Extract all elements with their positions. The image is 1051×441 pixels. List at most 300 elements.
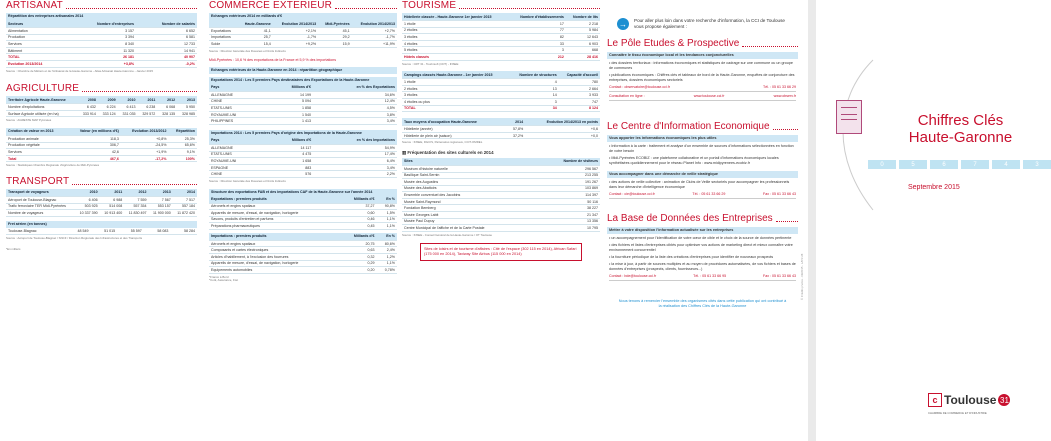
table-cell: 333 124 xyxy=(98,110,118,117)
cie-title: Le Centre d'Information Economique xyxy=(607,121,798,132)
table-row xyxy=(6,54,197,61)
table-cell: 6 068 xyxy=(157,104,177,111)
table-cell: 306,7 xyxy=(68,142,121,149)
table-cell: Hôtellerie (année) xyxy=(402,126,506,133)
table-cell: Production végétale xyxy=(6,142,68,149)
table-row xyxy=(6,210,197,217)
table-row xyxy=(209,210,397,217)
column-header: 2009 xyxy=(98,96,118,104)
column-header: Nombre de visiteurs xyxy=(538,158,600,166)
table-row xyxy=(402,212,600,219)
digit-tickets xyxy=(868,160,1051,169)
table-header xyxy=(402,158,600,166)
tourisme-source: Source : CRT 31 - Tourinsoft (CDT) - INSEE xyxy=(402,61,459,66)
column-header: 2014 xyxy=(506,118,525,126)
agriculture-source: Source : AGRESTE MAP Pyrénées xyxy=(6,118,52,123)
cover-date: Septembre 2015 xyxy=(908,184,960,191)
document-icon xyxy=(836,100,862,134)
pole-contact xyxy=(609,85,796,92)
table-cell: Aéroport de Toulouse-Blagnac xyxy=(6,196,75,203)
table-cell: 0,20 xyxy=(341,267,377,274)
table-cell: 8 124 xyxy=(559,105,600,112)
table-cell: 3 157 xyxy=(69,28,136,35)
pole-link-1[interactable]: www.toulouse.cci.fr xyxy=(693,94,725,98)
column-header: Hôtellerie classée - Haute-Garonne 1er janvier 2015 xyxy=(402,13,510,21)
table-row xyxy=(402,218,600,225)
table-header xyxy=(209,233,397,241)
agriculture-title: AGRICULTURE xyxy=(6,83,197,94)
column-header: Nombre de structures xyxy=(510,71,558,79)
table-cell: ROYAUME-UNI xyxy=(209,111,267,118)
pole-email-link[interactable]: Contact : observatoire@toulouse.cci.fr xyxy=(609,85,670,89)
table-cell: 4 étoiles xyxy=(402,40,510,47)
table-cell: ROYAUME-UNI xyxy=(209,158,267,165)
table-cell: 7 559 xyxy=(124,196,148,203)
bde-contact xyxy=(609,274,796,281)
table-cell: 3 étoiles xyxy=(402,34,510,41)
table-cell: Production xyxy=(6,34,69,41)
table-cell: 2 étoiles xyxy=(402,27,510,34)
column-header: Haute-Garonne xyxy=(237,20,272,28)
bde-bar: Mettre à votre disposition l'information actualisée sur les entreprises xyxy=(607,227,798,234)
table-cell: TOTAL xyxy=(6,54,69,61)
table-cell: Composants et cartes électroniques xyxy=(209,247,341,254)
logo-sub: CHAMBRE DE COMMERCE ET D'INDUSTRIE xyxy=(928,411,987,415)
column-header: Importations : premiers produits xyxy=(209,233,341,241)
table-cell: Savons, produits d'entretien et parfums xyxy=(209,216,341,223)
table-cell: CHINE xyxy=(209,171,267,178)
table-cell: 328 135 xyxy=(157,110,177,117)
transport-foot: *En milliers xyxy=(6,247,21,252)
table-cell: 6 581 xyxy=(136,34,197,41)
column-header: Sites xyxy=(402,158,538,166)
commerce-note: Midi-Pyrénées : 10,6 % des exportations de la France et 5,9 % des importations xyxy=(209,58,337,63)
table-cell: 3 xyxy=(510,98,558,105)
table-cell: 1,1% xyxy=(376,223,397,230)
table-cell: 4,5% xyxy=(313,105,397,112)
column-header: en % des Importations xyxy=(313,137,397,145)
table-cell: 51 015 xyxy=(90,228,117,235)
table-row xyxy=(209,28,397,35)
table-cell: 4 étoiles ou plus xyxy=(402,98,510,105)
table-cell: 212 xyxy=(510,53,566,60)
digit-ticket: 4 xyxy=(992,160,1020,169)
table-cell: -1,7% xyxy=(273,34,318,41)
table-cell: Basilique Saint-Sernin xyxy=(402,172,538,179)
bde-fax: Fax : 05 61 33 66 43 xyxy=(763,274,796,278)
table-cell: 191 267 xyxy=(538,179,600,186)
table-cell: 25,3% xyxy=(168,135,197,142)
table-cell: -1,7% xyxy=(352,34,397,41)
column-header: Capacité d'accueil xyxy=(559,71,600,79)
table-cell: 25,7 xyxy=(237,34,272,41)
table-cell: 29,2 xyxy=(318,34,352,41)
table-cell: 14 117 xyxy=(267,144,313,151)
fret-bar: Fret aérien (en tonnes) xyxy=(6,221,197,228)
table-row xyxy=(402,40,600,47)
table-cell: Articles d'habillement, à l'exclusion des fourrures xyxy=(209,254,341,261)
table-cell: 37,27 xyxy=(341,203,377,210)
table-row xyxy=(209,111,397,118)
table-cell: ALLEMAGNE xyxy=(209,91,267,98)
table-cell: 57,8% xyxy=(506,126,525,133)
column-header: Nombre d'entreprises xyxy=(69,20,136,28)
table-row xyxy=(402,34,600,41)
table-cell: -0,2% xyxy=(136,60,197,67)
table-cell: 11 872 420 xyxy=(173,210,197,217)
table-cell: 17,4% xyxy=(313,151,397,158)
table-row xyxy=(209,171,397,178)
table-row xyxy=(209,247,397,254)
table-row xyxy=(6,34,197,41)
table-cell: +1,9% xyxy=(121,149,169,156)
table-header xyxy=(6,128,197,136)
table-row xyxy=(402,126,600,133)
table-cell: 3,4% xyxy=(313,164,397,171)
table-cell: 17 xyxy=(510,21,566,28)
table-cell: 467,6 xyxy=(68,155,121,162)
pole-text-2: • publications économiques : Chiffres clés et tableaux de bord de la Haute-Garonne, enquêtes de conjoncture des entreprises, dossiers économiques sectoriels xyxy=(609,73,795,82)
table-cell: 7 517 xyxy=(173,196,197,203)
table-row xyxy=(402,27,600,34)
table-row xyxy=(209,240,397,247)
table-row xyxy=(402,132,600,139)
table-row xyxy=(209,164,397,171)
freq-title: ▥ Fréquentation des sites culturels en 2014 xyxy=(402,149,494,155)
column-header: Nombre d'établissements xyxy=(510,13,566,21)
artisanat-bar: Répartition des entreprises artisanales 2014 xyxy=(6,13,197,20)
column-header: Nombre de salariés xyxy=(136,20,197,28)
table-cell: 5 984 xyxy=(566,27,600,34)
table-row xyxy=(209,158,397,165)
table-row xyxy=(6,155,197,162)
table-cell: 0,60 xyxy=(341,210,377,217)
table-row xyxy=(402,165,600,172)
side-credits: © Crédits photos - 09/2015 - LAT3 28 xyxy=(800,253,804,300)
artisanat-source: Source : Chambre de Métiers et de l'Artisanat de la Haute-Garonne - Atlas Artisanat Haute-Garonne - Janvier 2015 xyxy=(6,68,153,73)
table-cell: 13 xyxy=(510,85,558,92)
commerce-table xyxy=(209,20,397,48)
cie-bar: Vous apporter les informations économiques les plus utiles xyxy=(607,135,798,142)
table-cell: 4 475 xyxy=(267,151,313,158)
table-cell: 668 xyxy=(566,47,600,54)
table-cell: 883 xyxy=(267,164,313,171)
import-bar: Importations 2014 : Les 5 premiers Pays d'origine des Importations de la Haute-Garonne xyxy=(209,130,397,137)
column-header: En % xyxy=(376,233,397,241)
structure-import-table xyxy=(209,233,397,274)
occupation-table xyxy=(402,118,600,139)
cie-phone: Tél. : 05 61 33 66 29 xyxy=(692,192,726,196)
table-cell: 6 406 xyxy=(75,196,100,203)
column-header: Pays xyxy=(209,84,267,92)
import-table xyxy=(209,137,397,178)
column-header: en % des Exportations xyxy=(313,84,397,92)
pole-title: Le Pôle Etudes & Prospective xyxy=(607,38,798,49)
table-cell: Equipements automobiles xyxy=(209,267,341,274)
table-cell: Evolution 2013/2014 xyxy=(6,60,69,67)
table-cell: +0,6 xyxy=(525,126,600,133)
table-cell: 10 913 400 xyxy=(100,210,125,217)
table-cell: 41,1 xyxy=(237,28,272,35)
table-cell: 4 xyxy=(510,79,558,86)
table-cell: 5 094 xyxy=(267,98,313,105)
table-cell: 40 907 xyxy=(136,54,197,61)
table-cell: 6,4% xyxy=(313,158,397,165)
table-row xyxy=(402,205,600,212)
table-row xyxy=(6,203,197,210)
table-row xyxy=(209,41,397,48)
table-cell: 6 652 xyxy=(136,28,197,35)
table-row xyxy=(209,254,397,261)
table-cell: 90,8% xyxy=(376,203,397,210)
tourisme-source-3: Source : INSEE - Conseil Général de la Haute-Garonne / OT Toulouse xyxy=(402,232,493,237)
cie-contact xyxy=(609,192,796,199)
table-header xyxy=(6,96,197,104)
table-row xyxy=(6,149,197,156)
table-cell: Musée des Augustins xyxy=(402,179,538,186)
table-cell: 1 858 xyxy=(267,105,313,112)
table-cell: Aéronefs et engins spatiaux xyxy=(209,203,341,210)
column-header: Exportations : premiers produits xyxy=(209,196,341,204)
agriculture-source-2: Source : Statistiques Chambre Régionale d'Agriculture de Midi-Pyrénées xyxy=(6,163,100,168)
column-4 xyxy=(607,0,798,441)
artisanat-table xyxy=(6,20,197,68)
column-header: 2011 xyxy=(100,189,125,197)
column-header: 2013 xyxy=(148,189,172,197)
column-header: Territoire Agricole Haute-Garonne xyxy=(6,96,78,104)
table-cell: 6 413 xyxy=(118,104,138,111)
pole-bar: Connaître le tissu économique local et les tendances conjoncturelles xyxy=(607,52,798,59)
table-cell: 14 941 xyxy=(136,47,197,54)
table-cell: TOTAL xyxy=(402,105,510,112)
cover-title xyxy=(903,112,1018,146)
table-cell: Bâtiment xyxy=(6,47,69,54)
table-cell: Hôtels classés xyxy=(402,53,510,60)
commerce-title: COMMERCE EXTERIEUR xyxy=(209,0,397,11)
table-cell: +2,1% xyxy=(273,28,318,35)
table-cell: 2 664 xyxy=(559,85,600,92)
pole-link-2[interactable]: www.observ.fr xyxy=(773,94,796,98)
loisirs-box: Sites de loisirs et de tourisme d'affaires : Cité de l'espace (302 115 en 2014), African Safari (175 000 en 2014), Taxiway Site Airbus (115 000 en 2014) xyxy=(420,243,582,261)
table-cell: 77 xyxy=(510,27,566,34)
table-cell: -17,2% xyxy=(121,155,169,162)
transport-title: TRANSPORT xyxy=(6,176,197,187)
table-cell: 3 933 xyxy=(559,92,600,99)
table-cell: 6 903 xyxy=(566,40,600,47)
column-header: Evolution 2014/2013 en points xyxy=(525,118,600,126)
table-cell: Nombre d'exploitations xyxy=(6,104,78,111)
table-cell: Ensemble conventuel des Jacobins xyxy=(402,192,538,199)
table-cell: 10 337 390 xyxy=(75,210,100,217)
table-row xyxy=(402,225,600,232)
table-row xyxy=(209,105,397,112)
column-1 xyxy=(6,0,197,441)
table-cell: 213 255 xyxy=(538,172,600,179)
fold-strip xyxy=(808,0,816,441)
table-cell: 1,1% xyxy=(376,260,397,267)
table-cell: 557 354 xyxy=(124,203,148,210)
table-row xyxy=(209,223,397,230)
table-cell: ETATS-UNIS xyxy=(209,151,267,158)
table-cell: ALLEMAGNE xyxy=(209,144,267,151)
table-cell: 80,6% xyxy=(376,240,397,247)
camping-table xyxy=(402,71,600,112)
table-cell: 3,4% xyxy=(313,118,397,125)
column-header: Répartition xyxy=(168,128,197,136)
table-row xyxy=(209,34,397,41)
table-cell: PHILIPPINES xyxy=(209,118,267,125)
table-cell: 557 184 xyxy=(173,203,197,210)
table-cell: 331 035 xyxy=(118,110,138,117)
table-row xyxy=(6,142,197,149)
table-cell: Hôtellerie de plein air (saison) xyxy=(402,132,506,139)
bde-email-link[interactable]: Contact : bde@toulouse.cci.fr xyxy=(609,274,657,278)
table-cell: Production animale xyxy=(6,135,68,142)
column-header xyxy=(209,20,237,28)
table-cell: Total xyxy=(6,155,68,162)
bde-text-4: • la mise à jour, à partir de sources multiples et au moyen de procédures automatisées, de vos fichiers et bases de données d'entreprises (prospects, clients, fournisseurs...) xyxy=(609,262,796,271)
table-header xyxy=(209,137,397,145)
table-cell: 50 116 xyxy=(538,198,600,205)
table-row xyxy=(6,104,197,111)
table-cell: 0,46 xyxy=(341,216,377,223)
commerce-source-2: Source : Direction Générale des Douanes et Droits Indirects xyxy=(209,178,286,183)
table-cell: 296 567 xyxy=(538,165,600,172)
table-cell: 12 643 xyxy=(566,34,600,41)
column-header: En % xyxy=(376,196,397,204)
logo xyxy=(928,393,1010,407)
table-cell: Appareils de mesure, d'essai, de navigation, horlogerie xyxy=(209,210,341,217)
table-cell: ETATS-UNIS xyxy=(209,105,267,112)
table-header xyxy=(209,84,397,92)
table-cell: 3 xyxy=(510,47,566,54)
pole-text-1: • des dossiers territoriaux : informations économiques et statistiques de cadrage sur une commune ou un groupe de communes xyxy=(609,61,793,70)
table-cell: +0,8% xyxy=(121,135,169,142)
table-cell: Muséum d'histoire naturelle xyxy=(402,165,538,172)
bde-text-3: • la fourniture périodique de la liste des créations d'entreprises pour identifier de nouveaux prospects xyxy=(609,255,774,259)
table-cell: 1 540 xyxy=(267,111,313,118)
table-row xyxy=(209,91,397,98)
table-cell: 0,32 xyxy=(341,254,377,261)
table-row xyxy=(6,196,197,203)
table-cell: 58 083 xyxy=(144,228,171,235)
table-cell: 6 988 xyxy=(100,196,125,203)
table-cell: 780 xyxy=(559,79,600,86)
table-cell: 33 xyxy=(510,40,566,47)
table-cell: 5 étoiles xyxy=(402,47,510,54)
cci-icon: c xyxy=(928,393,942,407)
table-header xyxy=(6,189,197,197)
table-cell: 118,3 xyxy=(68,135,121,142)
commerce-foot: *Franco à Bord *Coût, Assurance, Fret xyxy=(209,274,239,283)
table-cell: 2 218 xyxy=(566,21,600,28)
table-cell: Trafic ferroviaire TER Midi-Pyrénées xyxy=(6,203,75,210)
column-header: Pays xyxy=(209,137,267,145)
table-row xyxy=(402,185,600,192)
geo-bar: Echanges extérieurs de la Haute-Garonne en 2014 : répartition géographique xyxy=(209,67,397,74)
cover-curve xyxy=(828,60,880,210)
table-cell: 10 795 xyxy=(538,225,600,232)
table-header xyxy=(402,71,600,79)
table-cell: +0,0 xyxy=(525,132,600,139)
table-header xyxy=(209,20,397,28)
cie-text-1: • Information à la carte : traitement et analyse d'un ensemble de sources d'informations sélectionnées en fonction de votre besoin xyxy=(609,144,794,153)
cie-bar-2: Vous accompagner dans une démarche de veille stratégique xyxy=(607,171,798,178)
column-header: Midi-Pyrénées xyxy=(318,20,352,28)
tourisme-source-2: Source : INSEE, DGCIS, Partenaires régionaux, CCIT-OMDEL xyxy=(402,140,483,145)
column-header: Nombre de lits xyxy=(566,13,600,21)
digit-ticket: 7 xyxy=(961,160,989,169)
table-row xyxy=(6,28,197,35)
table-cell: +2,7% xyxy=(352,28,397,35)
intro xyxy=(617,18,798,30)
table-cell: -24,5% xyxy=(121,142,169,149)
table-cell: Appareils de mesure, d'essai, de navigation, horlogerie xyxy=(209,260,341,267)
column-header: Création de valeur en 2013 xyxy=(6,128,68,136)
thanks-text: Nous tenons à remercier l'ensemble des organismes cités dans cette publication qui ont contribué à la réalisation des Chiffres Clés de la Haute-Garonne xyxy=(618,299,787,308)
digit-ticket: 3 xyxy=(1023,160,1051,169)
column-2 xyxy=(209,0,397,441)
table-cell: Importations xyxy=(209,34,237,41)
table-cell: Solde xyxy=(209,41,237,48)
table-cell: 34 xyxy=(510,105,558,112)
table-cell: ESPAGNE xyxy=(209,164,267,171)
table-cell: 2,2% xyxy=(313,171,397,178)
arrow-right-icon: → xyxy=(619,19,627,29)
transport-source: Source : Aéroport de Toulouse-Blagnac / SNCF / Direction Régionale des Infrastructures et des Transports xyxy=(6,235,143,240)
table-cell: 503 925 xyxy=(75,203,100,210)
table-cell: 1,5% xyxy=(376,210,397,217)
column-header: Milliards d'€ xyxy=(341,233,377,241)
structure-bar: Structure des exportations FAB et des importations CAF de la Haute-Garonne sur l'année 2014 xyxy=(209,189,397,196)
agriculture-value-table xyxy=(6,128,197,162)
column-header: Valeur (en millions d'€) xyxy=(68,128,121,136)
column-header: Evolution 2014/2013 xyxy=(273,20,318,28)
table-cell: 8 340 xyxy=(69,41,136,48)
table-cell: 1,1% xyxy=(376,216,397,223)
table-cell: Musée Georges Labit xyxy=(402,212,538,219)
table-cell: 82 xyxy=(510,34,566,41)
digit-ticket: 6 xyxy=(930,160,958,169)
table-cell: 11 830 497 xyxy=(124,210,148,217)
table-header xyxy=(402,13,600,21)
table-cell: Nombre de voyageurs xyxy=(6,210,75,217)
column-header: Milliards d'€ xyxy=(341,196,377,204)
structure-export-table xyxy=(209,196,397,230)
table-row xyxy=(209,267,397,274)
commerce-bar: Echanges extérieurs 2014 en milliards d'€ xyxy=(209,13,397,20)
table-cell: 20,75 xyxy=(341,240,377,247)
table-cell: 1 413 xyxy=(267,118,313,125)
column-header: 2013 xyxy=(177,96,197,104)
table-header xyxy=(402,118,600,126)
table-row xyxy=(402,179,600,186)
table-cell: 0,29 xyxy=(341,260,377,267)
table-row xyxy=(402,192,600,199)
table-cell: 328 985 xyxy=(177,110,197,117)
table-row xyxy=(6,135,197,142)
table-cell: 0,45 xyxy=(341,223,377,230)
table-cell: 65,6% xyxy=(168,142,197,149)
column-header: 2010 xyxy=(118,96,138,104)
export-bar: Exportations 2014 : Les 5 premiers Pays destinataires des Exportations de la Haute-Garonne xyxy=(209,77,397,84)
table-cell: 1,2% xyxy=(376,254,397,261)
logo-badge: 31 xyxy=(1000,395,1009,405)
table-row xyxy=(402,172,600,179)
column-header: 2012 xyxy=(157,96,177,104)
cie-email-link[interactable]: Contact : cie@toulouse.cci.fr xyxy=(609,192,655,196)
table-cell: 58 284 xyxy=(170,228,197,235)
